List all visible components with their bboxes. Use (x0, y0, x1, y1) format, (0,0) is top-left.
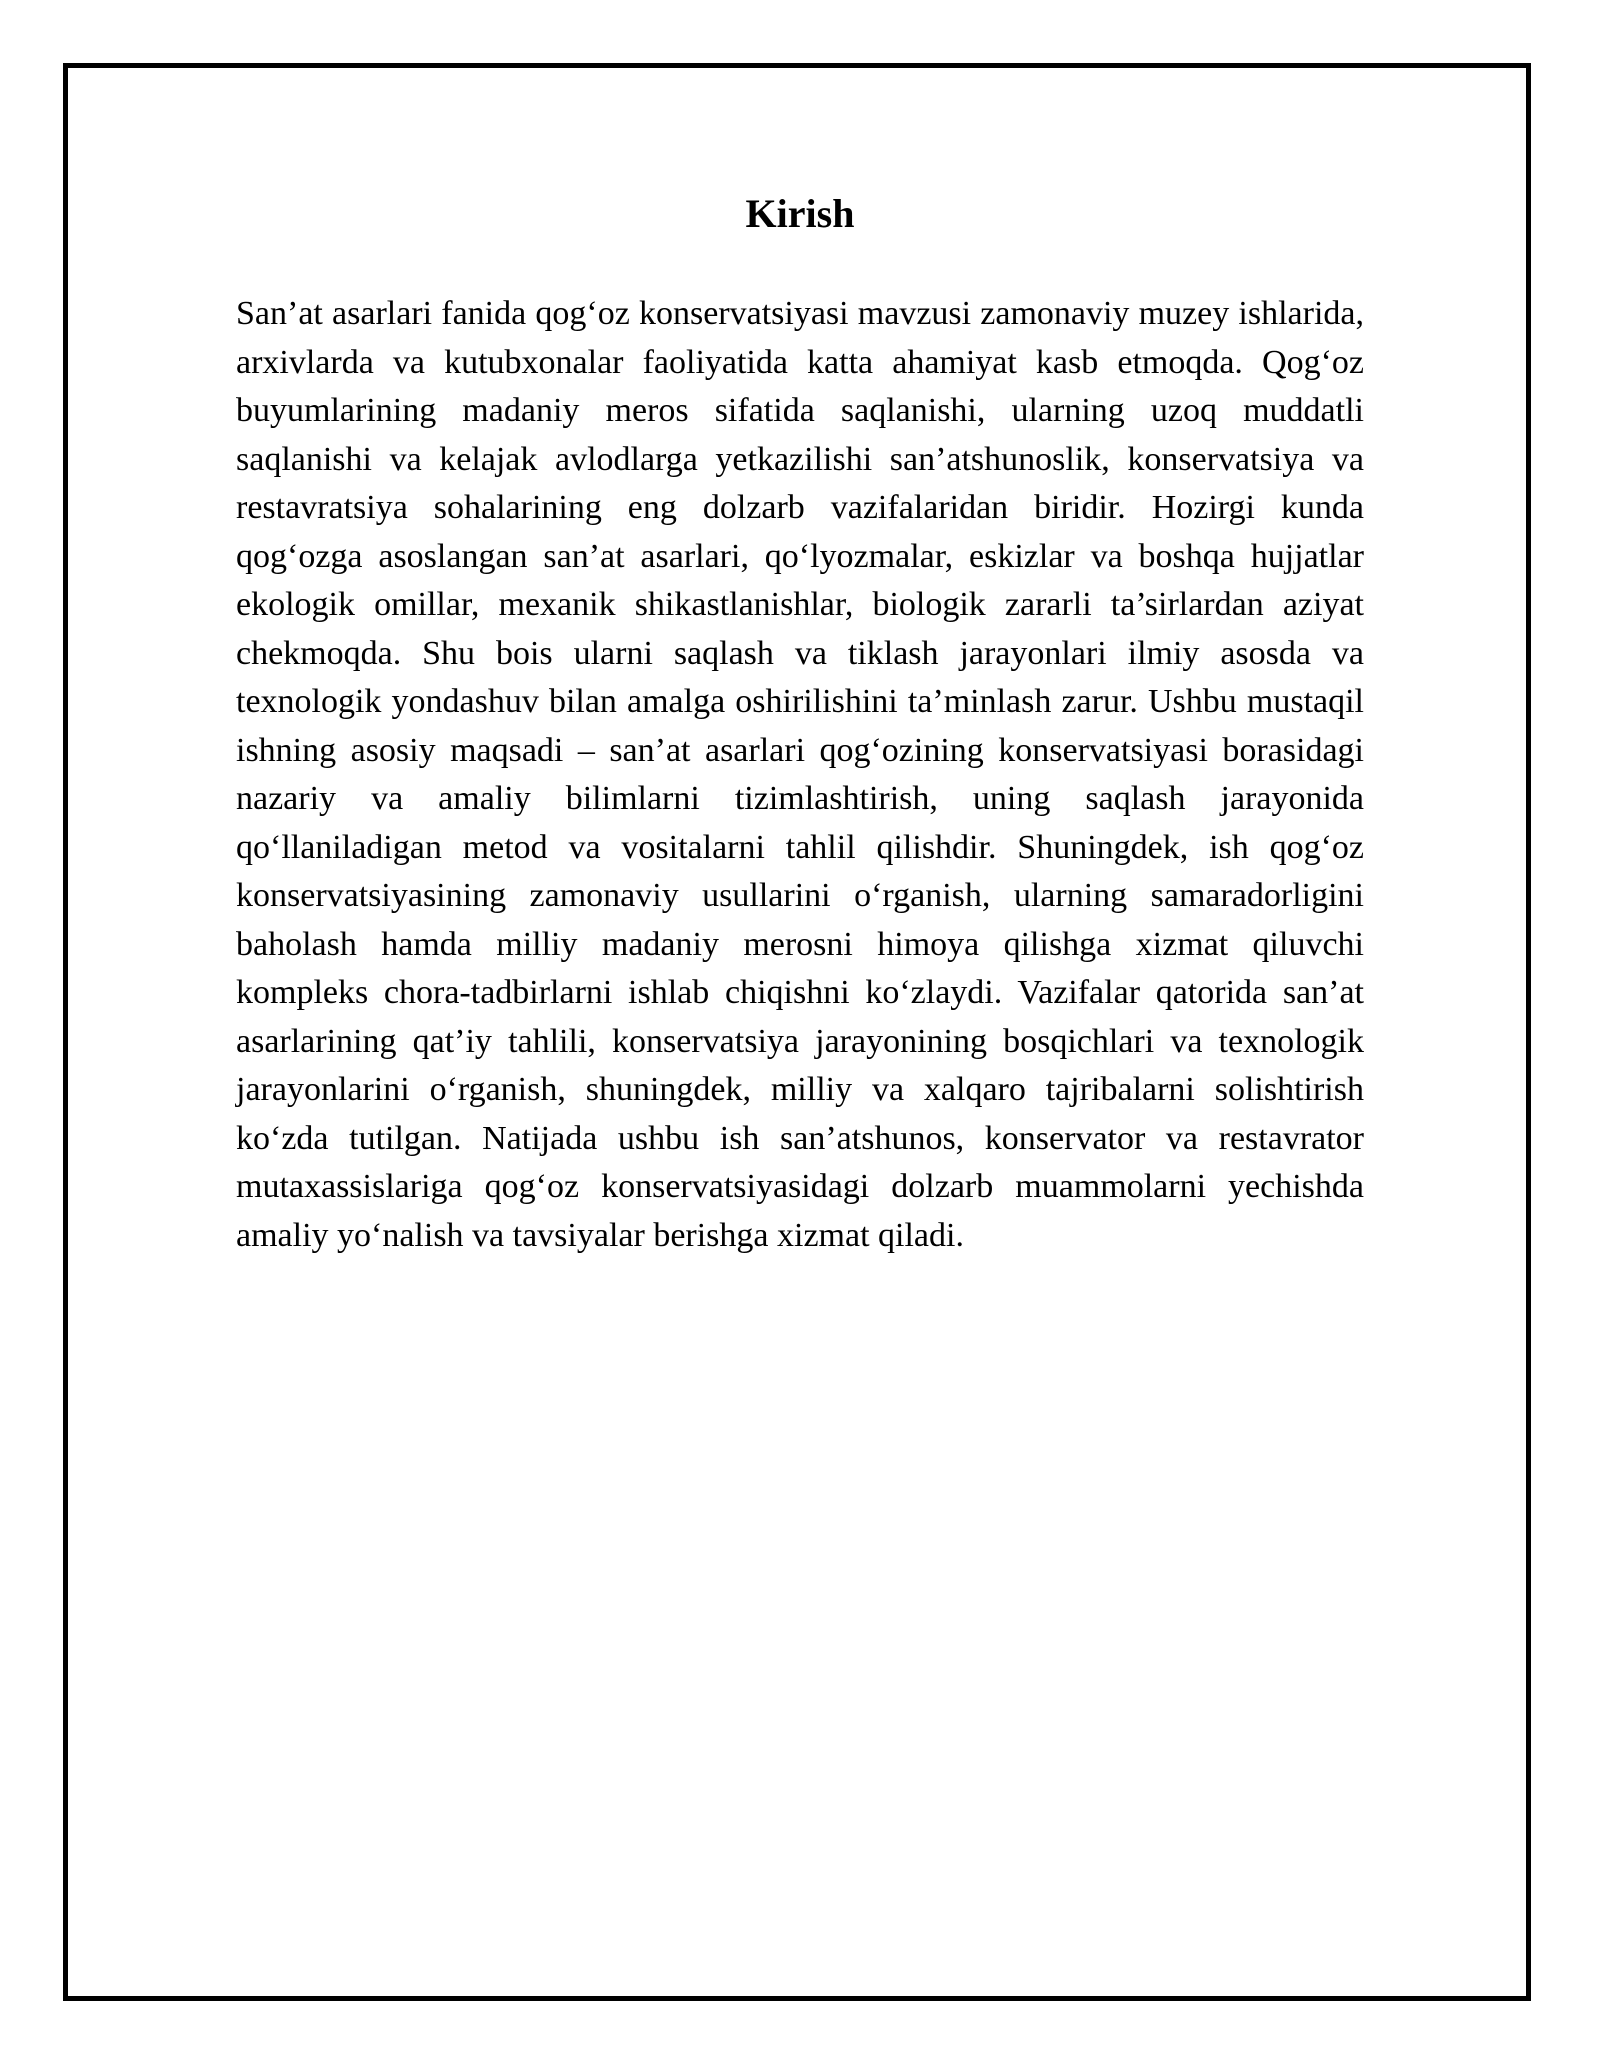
body-paragraph: San’at asarlari fanida qog‘oz konservatsiyasi mavzusi zamonaviy muzey ishlarida, arxivlarda va kutubxonalar faoliyatida katta ahamiyat kasb etmoqda. Qog‘oz buyumlarining madaniy meros sifatida saqlanishi, ularning uzoq muddatli saqlanishi va kelajak avlodlarga yetkazilishi san’atshunoslik, konservatsiya va restavratsiya sohalarining eng dolzarb vazifalaridan biridir. Hozirgi kunda qog‘ozga asoslangan san’at asarlari, qo‘lyozmalar, eskizlar va boshqa hujjatlar ekologik omillar, mexanik shikastlanishlar, biologik zararli ta’sirlardan aziyat chekmoqda. Shu bois ularni saqlash va tiklash jarayonlari ilmiy asosda va texnologik yondashuv bilan amalga oshirilishini ta’minlash zarur. Ushbu mustaqil ishning asosiy maqsadi – san’at asarlari qog‘ozining konservatsiyasi borasidagi nazariy va amaliy bilimlarni tizimlashtirish, uning saqlash jarayonida qo‘llaniladigan metod va vositalarni tahlil qilishdir. Shuningdek, ish qog‘oz konservatsiyasining zamonaviy usullarini o‘rganish, ularning samaradorligini baholash hamda milliy madaniy merosni himoya qilishga xizmat qiluvchi kompleks chora-tadbirlarni ishlab chiqishni ko‘zlaydi. Vazifalar qatorida san’at asarlarining qat’iy tahlili, konservatsiya jarayonining bosqichlari va texnologik jarayonlarini o‘rganish, shuningdek, milliy va xalqaro tajribalarni solishtirish ko‘zda tutilgan. Natijada ushbu ish san’atshunos, konservator va restavrator mutaxassislariga qog‘oz konservatsiyasidagi dolzarb muammolarni yechishda amaliy yo‘nalish va tavsiyalar berishga xizmat qiladi. (236, 295, 1364, 1254)
page-title: Kirish (745, 191, 855, 236)
